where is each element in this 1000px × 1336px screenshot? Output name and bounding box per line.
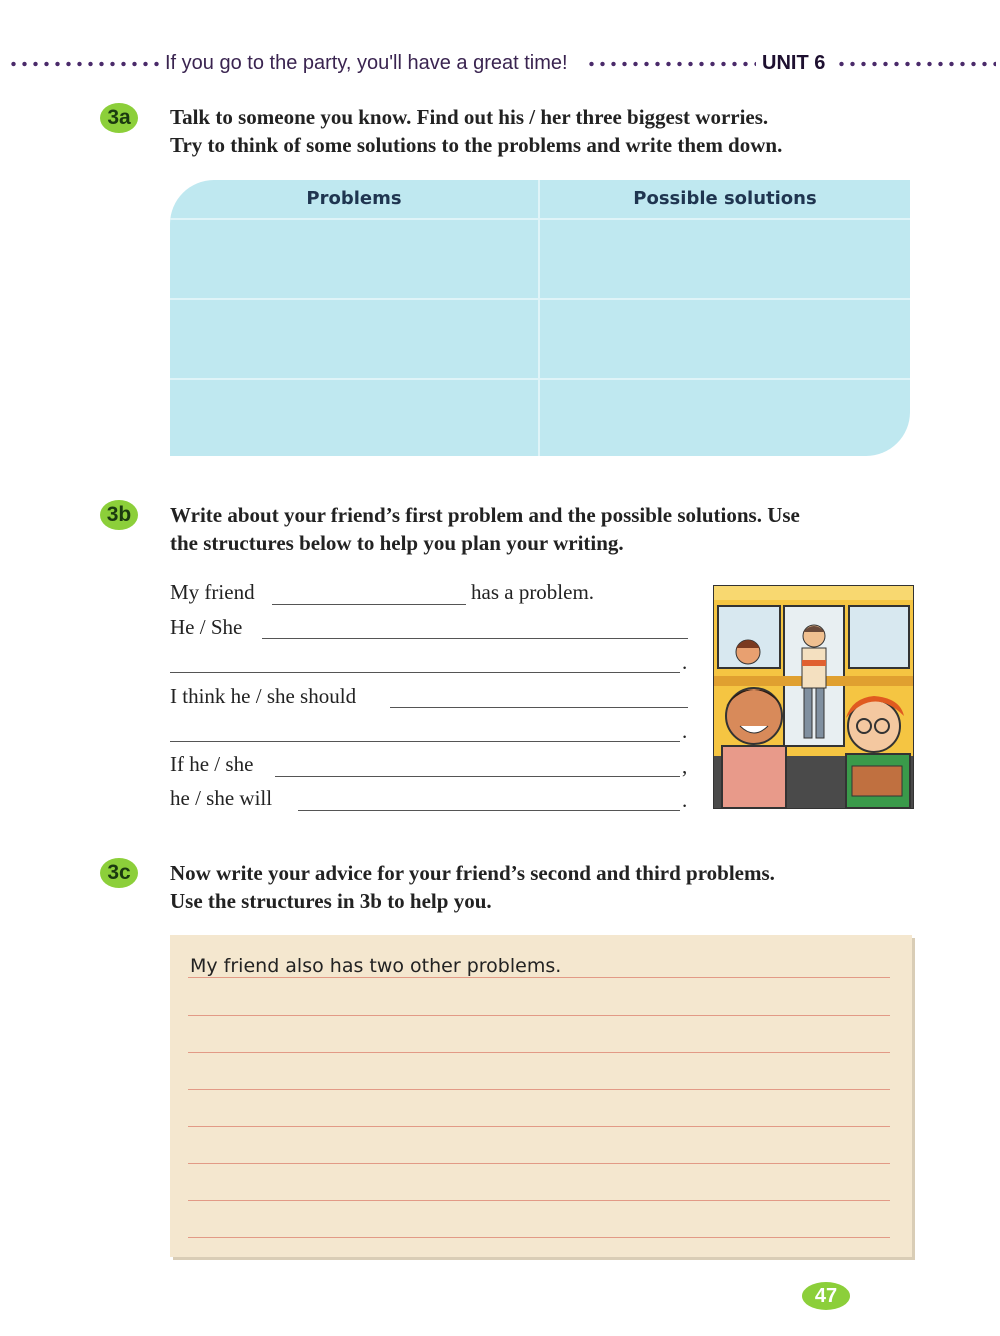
prompt-will: he / she will [170, 786, 273, 810]
instruction-3b [170, 501, 930, 557]
header-dots-left [8, 58, 160, 70]
instruction-3a [170, 103, 930, 159]
ruled-line [188, 1015, 890, 1016]
header-dots-right [836, 58, 996, 70]
instruction-3c-line2: Use the structures in 3b to help you. [170, 889, 492, 913]
ruled-line [188, 1237, 890, 1238]
writing-area[interactable] [170, 935, 912, 1257]
ruled-line [188, 1126, 890, 1127]
blank-friend-name[interactable] [272, 604, 466, 605]
blank-should-line-1[interactable] [390, 707, 688, 708]
prompt-if: If he / she [170, 752, 254, 776]
table-row-1-solution[interactable] [540, 220, 910, 298]
period-mark: . [682, 719, 688, 743]
prompt-my-friend: My friend [170, 580, 255, 604]
header-subtitle: If you go to the party, you'll have a great time! [165, 52, 568, 74]
badge-3c: 3c [100, 858, 138, 888]
writing-starter: My friend also has two other problems. [190, 955, 562, 977]
prompt-he-she: He / She [170, 615, 243, 639]
comma-mark: , [682, 754, 688, 778]
ruled-line [188, 977, 890, 978]
school-bus-drawing [714, 586, 913, 808]
instruction-3c [170, 859, 930, 915]
problems-header: Problems [306, 188, 402, 209]
problems-table [170, 180, 910, 456]
blank-should-line-2[interactable] [170, 741, 680, 742]
table-row-1-problem[interactable] [170, 220, 538, 298]
prompt-has-problem: has a problem. [471, 580, 595, 604]
blank-will-line[interactable] [298, 810, 680, 811]
prompt-should: I think he / she should [170, 684, 357, 708]
header-dots-middle [586, 58, 756, 70]
page-header [0, 52, 1000, 82]
ruled-line [188, 1052, 890, 1053]
instruction-3a-line1: Talk to someone you know. Find out his / her three biggest worries. [170, 105, 769, 129]
table-row-2-problem[interactable] [170, 300, 538, 378]
badge-3a: 3a [100, 103, 138, 133]
solutions-header: Possible solutions [633, 188, 817, 209]
school-bus-illustration [713, 585, 914, 809]
page-number: 47 [802, 1282, 850, 1310]
table-row-3-problem[interactable] [170, 380, 538, 456]
table-row-2-solution[interactable] [540, 300, 910, 378]
instruction-3b-line1: Write about your friend’s first problem and the possible solutions. Use [170, 503, 800, 527]
period-mark: . [682, 788, 688, 812]
period-mark: . [682, 650, 688, 674]
table-row-3-solution[interactable] [540, 380, 910, 456]
instruction-3a-line2: Try to think of some solutions to the problems and write them down. [170, 133, 783, 157]
ruled-line [188, 1089, 890, 1090]
blank-problem-line-1[interactable] [262, 638, 688, 639]
instruction-3c-line1: Now write your advice for your friend’s second and third problems. [170, 861, 775, 885]
instruction-3b-line2: the structures below to help you plan your writing. [170, 531, 624, 555]
unit-label: UNIT 6 [762, 52, 826, 74]
blank-if-line[interactable] [275, 776, 680, 777]
badge-3b: 3b [100, 500, 138, 530]
ruled-line [188, 1200, 890, 1201]
blank-problem-line-2[interactable] [170, 672, 680, 673]
ruled-line [188, 1163, 890, 1164]
